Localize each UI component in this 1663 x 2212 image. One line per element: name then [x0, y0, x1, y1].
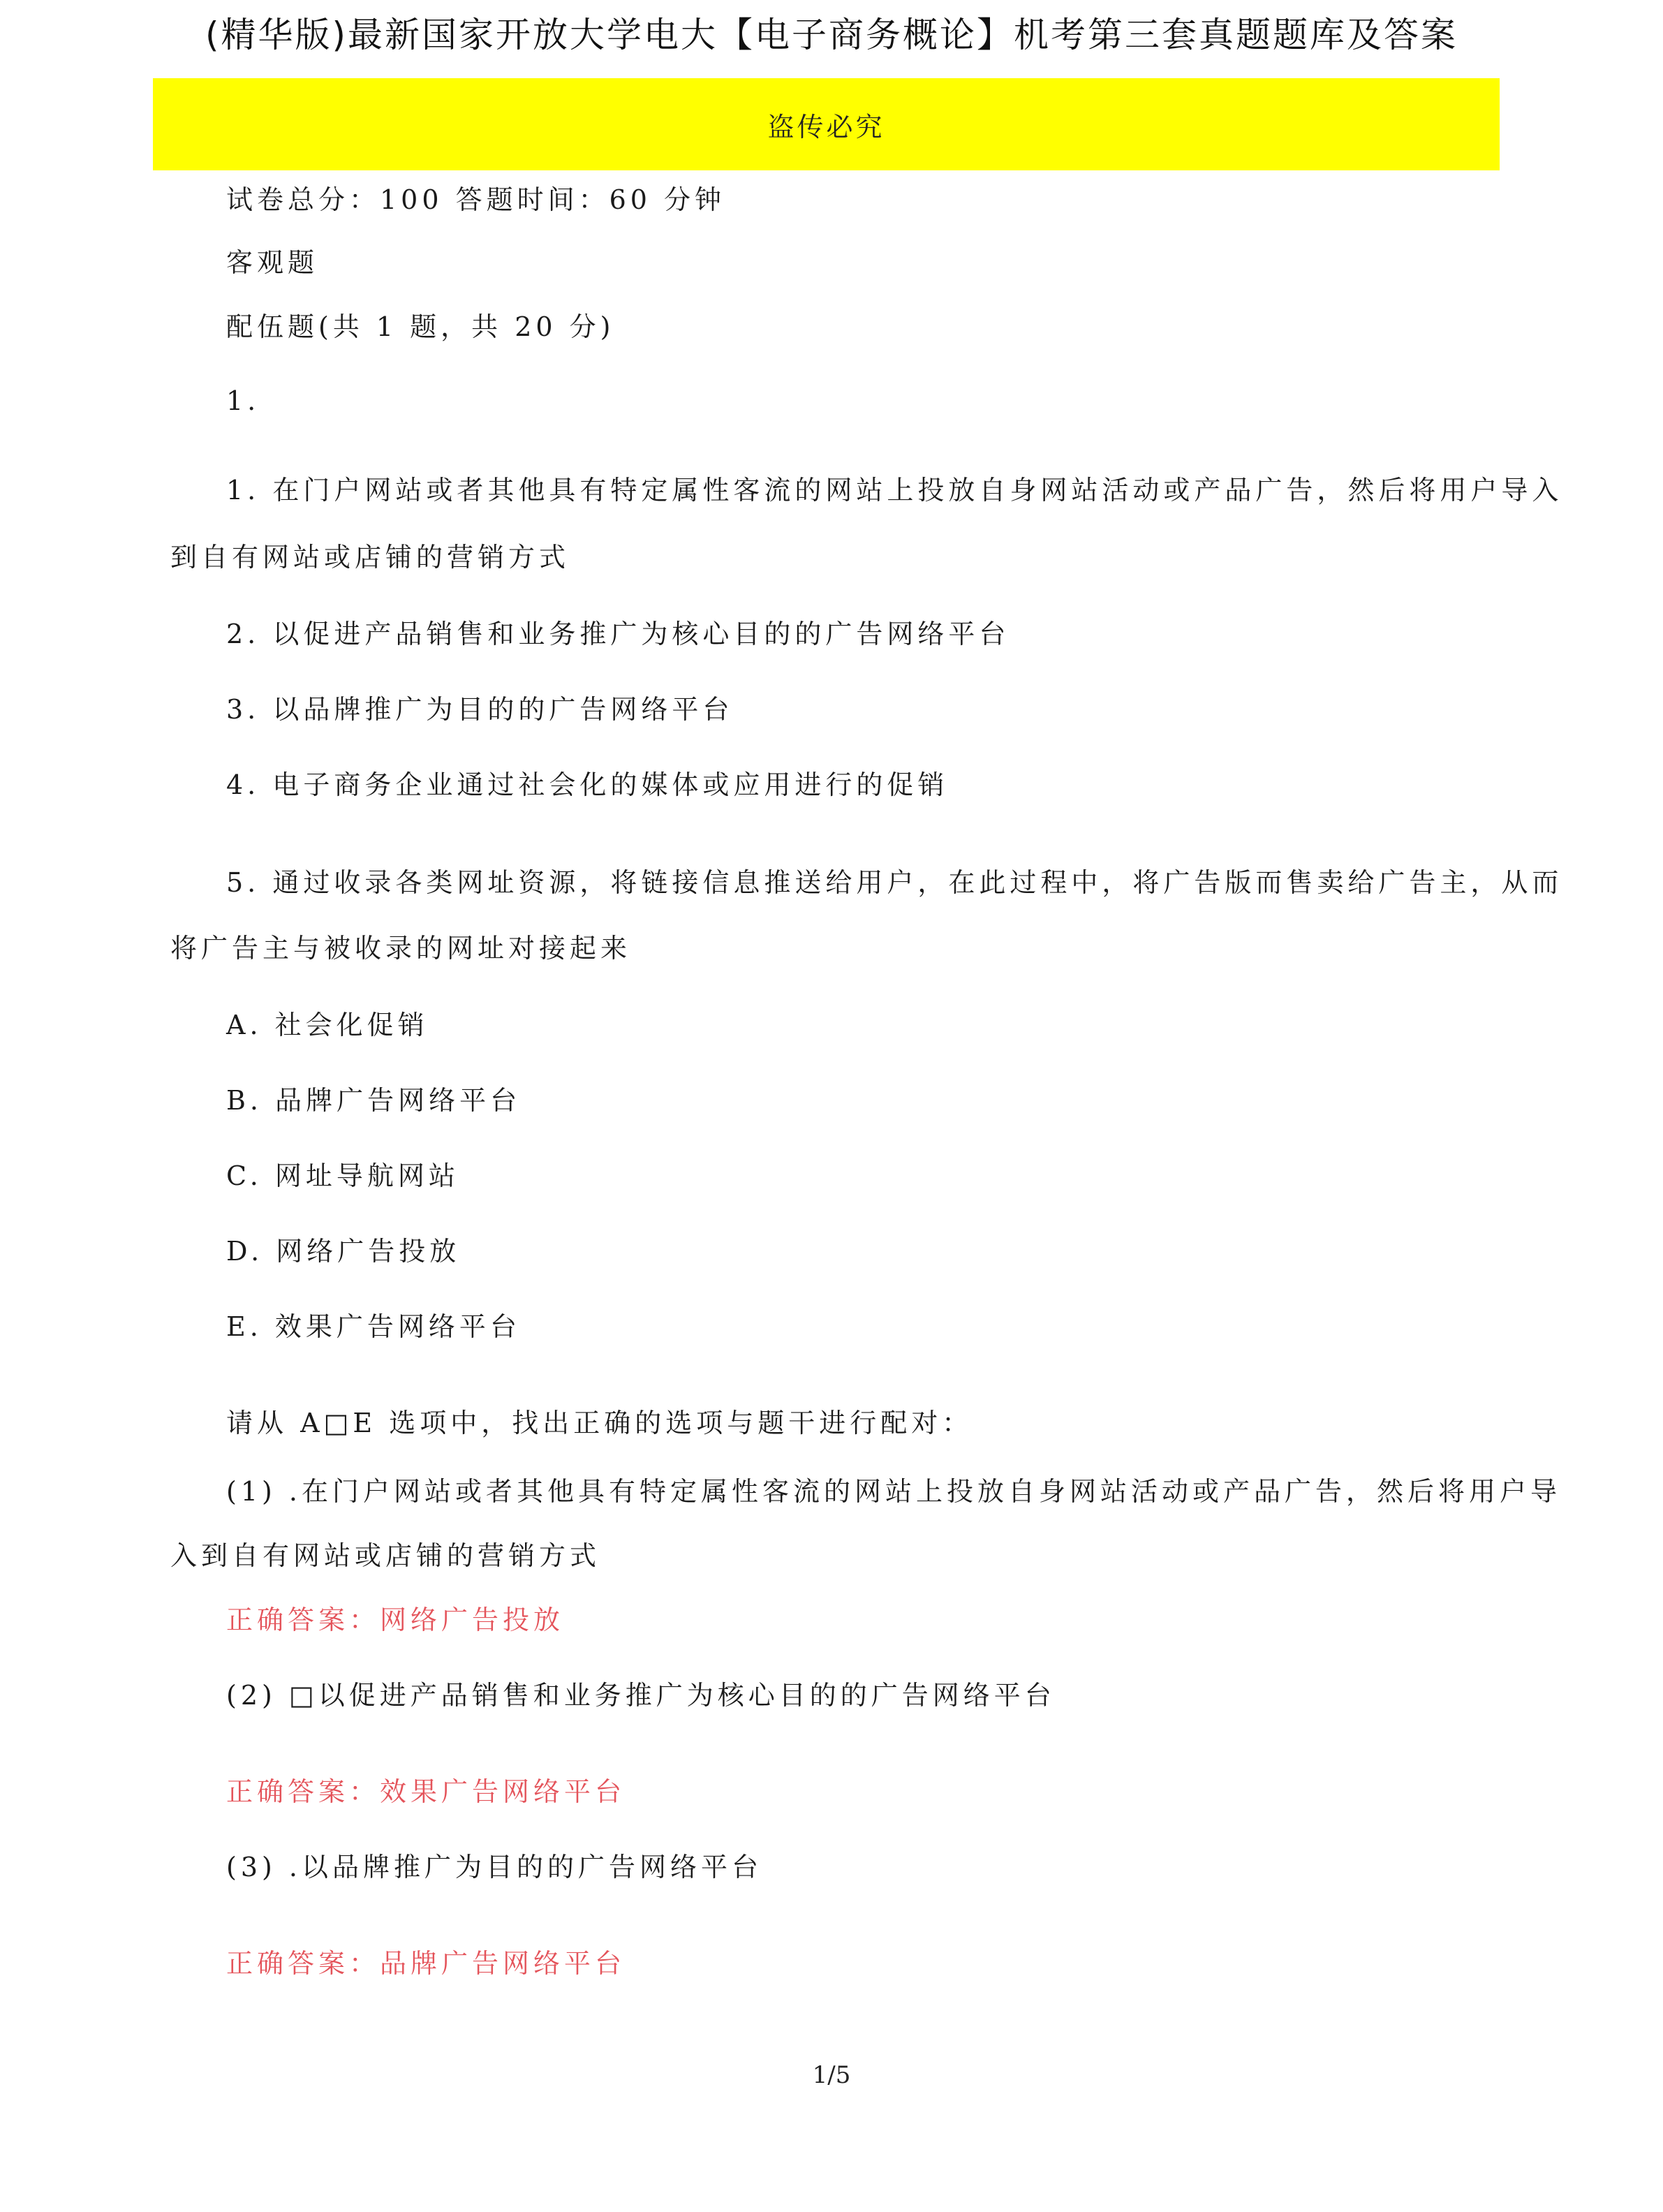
stem-4: 4. 电子商务企业通过社会化的媒体或应用进行的促销 [226, 769, 949, 800]
option-d: D. 网络广告投放 [226, 1236, 461, 1267]
match-1-question-line2: 入到自有网站或店铺的营销方式 [170, 1540, 601, 1571]
match-1-question-line1: (1) .在门户网站或者其他具有特定属性客流的网站上投放自身网站活动或产品广告，然后将用户导 [226, 1476, 1561, 1507]
stem-1-line1: 1. 在门户网站或者其他具有特定属性客流的网站上投放自身网站活动或产品广告，然后将用户导入 [226, 475, 1563, 506]
instruction: 请从 A□E 选项中，找出正确的选项与题干进行配对： [226, 1408, 973, 1438]
section-heading: 客观题 [226, 247, 319, 278]
match-1-answer: 正确答案：网络广告投放 [226, 1605, 565, 1635]
option-a: A. 社会化促销 [226, 1010, 429, 1040]
exam-info: 试卷总分：100 答题时间：60 分钟 [226, 184, 726, 215]
match-2-question: (2) □以促进产品销售和业务推广为核心目的的广告网络平台 [226, 1680, 1056, 1711]
page-number: 1/5 [812, 2061, 851, 2089]
option-c: C. 网址导航网站 [226, 1160, 459, 1191]
question-number: 1. [226, 385, 260, 416]
stem-2: 2. 以促进产品销售和业务推广为核心目的的广告网络平台 [226, 619, 1010, 649]
stem-3: 3. 以品牌推广为目的的广告网络平台 [226, 694, 734, 725]
stem-5-line2: 将广告主与被收录的网址对接起来 [170, 933, 632, 964]
stem-5-line1: 5. 通过收录各类网址资源，将链接信息推送给用户，在此过程中，将广告版而售卖给广告主，从而 [226, 867, 1563, 898]
watermark-banner [153, 78, 1500, 170]
document-title: (精华版)最新国家开放大学电大【电子商务概论】机考第三套真题题库及答案 [205, 15, 1458, 55]
stem-1-line2: 到自有网站或店铺的营销方式 [170, 542, 570, 573]
option-e: E. 效果广告网络平台 [226, 1311, 521, 1342]
banner-text: 盗传必究 [767, 111, 885, 142]
option-b: B. 品牌广告网络平台 [226, 1085, 522, 1116]
match-2-answer: 正确答案：效果广告网络平台 [226, 1776, 626, 1807]
match-3-answer: 正确答案：品牌广告网络平台 [226, 1948, 626, 1979]
match-3-question: (3) .以品牌推广为目的的广告网络平台 [226, 1852, 762, 1882]
subsection-heading: 配伍题(共 1 题，共 20 分) [226, 311, 615, 342]
